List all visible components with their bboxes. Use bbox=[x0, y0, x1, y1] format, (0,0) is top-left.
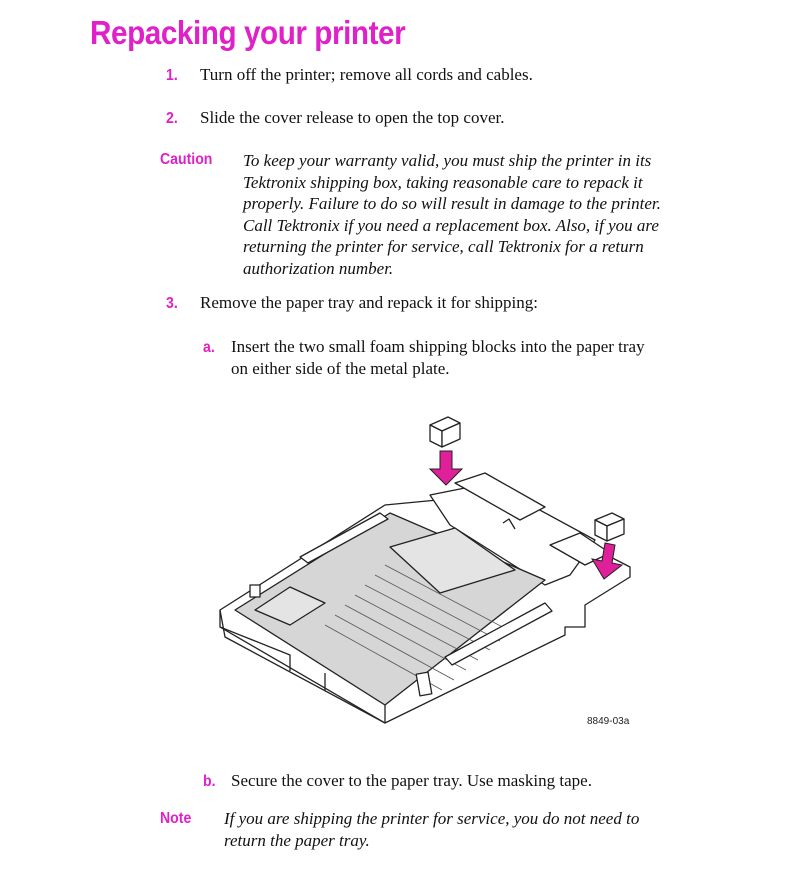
step-1-number: 1. bbox=[166, 67, 178, 84]
paper-tray-illustration bbox=[200, 405, 640, 735]
substep-a-line: on either side of the metal plate. bbox=[231, 359, 450, 378]
tape-strip bbox=[250, 585, 260, 597]
step-3-number: 3. bbox=[166, 295, 178, 312]
caution-label: Caution bbox=[160, 151, 213, 168]
note-text bbox=[224, 808, 694, 851]
foam-block-left bbox=[430, 417, 460, 447]
caution-line: properly. Failure to do so will result in damage to the printer. bbox=[243, 194, 661, 213]
step-2-text: Slide the cover release to open the top cover. bbox=[200, 108, 505, 127]
arrow-down-left bbox=[430, 451, 462, 485]
substep-a-letter: a. bbox=[203, 339, 215, 356]
step-1-text: Turn off the printer; remove all cords and cables. bbox=[200, 65, 533, 84]
substep-b-letter: b. bbox=[203, 773, 216, 790]
substep-b-text: Secure the cover to the paper tray. Use masking tape. bbox=[231, 771, 592, 790]
caution-line: Call Tektronix if you need a replacement box. Also, if you are bbox=[243, 215, 659, 235]
caution-text bbox=[243, 150, 713, 279]
substep-a-line: Insert the two small foam shipping blocks into the paper tray bbox=[231, 337, 645, 356]
step-2-number: 2. bbox=[166, 110, 178, 127]
step-3-text: Remove the paper tray and repack it for shipping: bbox=[200, 293, 538, 312]
note-line: return the paper tray. bbox=[224, 830, 370, 850]
caution-line: To keep your warranty valid, you must ship the printer in its bbox=[243, 151, 652, 170]
figure-number: 8849-03a bbox=[587, 716, 630, 727]
foam-block-right bbox=[595, 513, 624, 541]
page-title: Repacking your printer bbox=[90, 14, 406, 51]
substep-a-text bbox=[231, 336, 645, 380]
note-label: Note bbox=[160, 810, 192, 827]
note-line: If you are shipping the printer for service, you do not need to bbox=[224, 809, 640, 828]
caution-line: authorization number. bbox=[243, 258, 394, 278]
caution-line: returning the printer for service, call Tektronix for a return bbox=[243, 237, 644, 256]
caution-line: Tektronix shipping box, taking reasonable care to repack it bbox=[243, 172, 643, 192]
